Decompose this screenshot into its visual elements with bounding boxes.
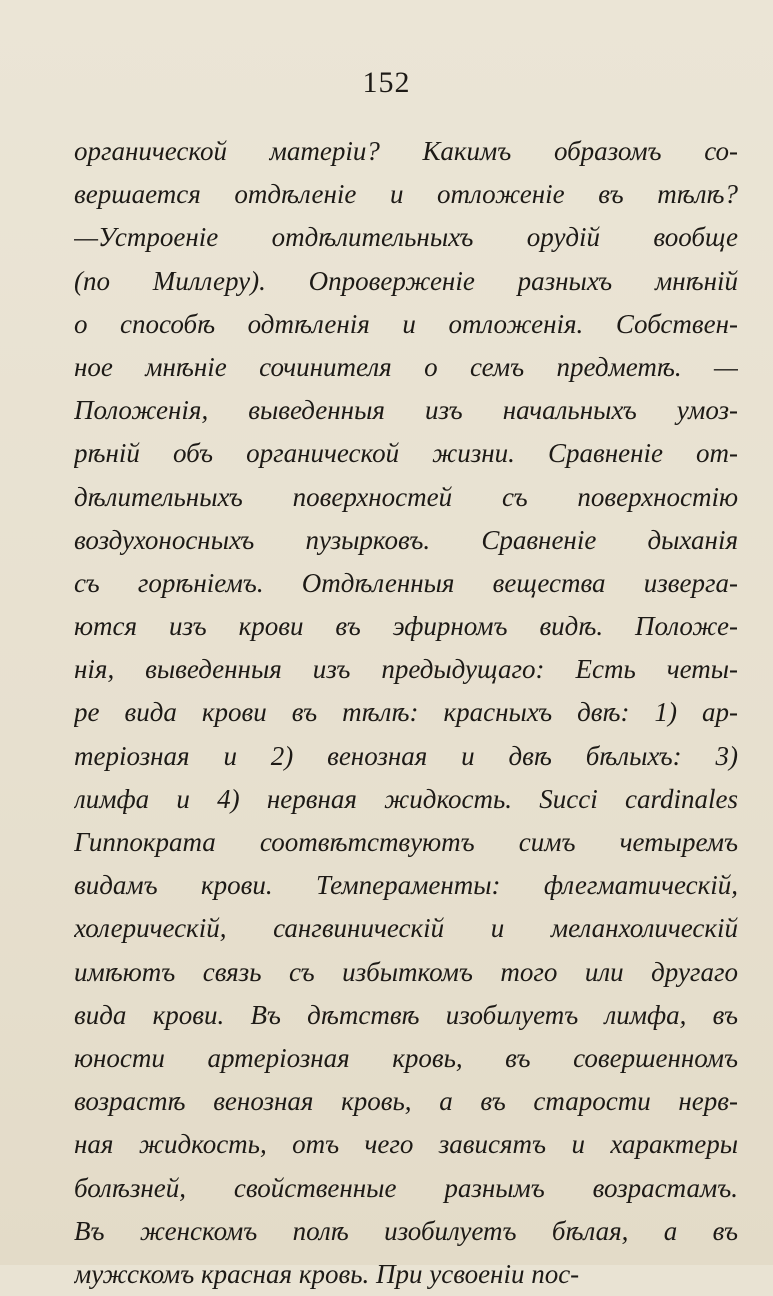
text-line: видамъ крови. Темпераменты: флегматическій,: [74, 870, 738, 901]
text-line: дѣлительныхъ поверхностей съ поверхностію: [74, 481, 738, 512]
text-line: съ горѣніемъ. Отдѣленныя вещества изверга-: [74, 567, 738, 598]
text-line: лимфа и 4) нервная жидкость. Succi cardinales: [74, 783, 738, 814]
text-line: ная жидкость, отъ чего зависятъ и характеры: [74, 1129, 738, 1160]
text-line: рѣній объ органической жизни. Сравненіе от-: [74, 438, 738, 469]
text-line: нія, выведенныя изъ предыдущаго: Есть четы-: [74, 654, 738, 685]
text-line: органической матеріи? Какимъ образомъ со-: [74, 136, 738, 166]
text-line: имѣютъ связь съ избыткомъ того или другаго: [74, 956, 738, 987]
text-line: холерическій, сангвиническій и меланхолическій: [74, 913, 738, 944]
text-line: теріозная и 2) венозная и двѣ бѣлыхъ: 3): [74, 740, 738, 771]
text-line: Гиппократа соотвѣтствуютъ симъ четыремъ: [74, 827, 738, 857]
text-line: Положенія, выведенныя изъ начальныхъ умоз-: [74, 395, 738, 426]
text-line: (по Миллеру). Опроверженіе разныхъ мнѣній: [74, 265, 738, 296]
page-number: 152: [362, 66, 411, 99]
text-line: возрастѣ венозная кровь, а въ старости нерв-: [74, 1086, 738, 1117]
body-text: [74, 130, 738, 1296]
text-line: Въ женскомъ полѣ изобилуетъ бѣлая, а въ: [74, 1215, 738, 1246]
text-line: мужскомъ красная кровь. При усвоеніи пос-: [74, 1258, 580, 1289]
text-line: ре вида крови въ тѣлѣ: красныхъ двѣ: 1) ар-: [74, 697, 738, 728]
text-line: ются изъ крови въ эфирномъ видѣ. Положе-: [74, 611, 738, 642]
text-line: вершается отдѣленіе и отложеніе въ тѣлѣ?: [74, 179, 738, 210]
text-line: воздухоносныхъ пузырковъ. Сравненіе дыханія: [74, 524, 738, 555]
text-line: вида крови. Въ дѣтствѣ изобилуетъ лимфа, въ: [74, 999, 738, 1030]
text-line: юности артеріозная кровь, въ совершенномъ: [74, 1042, 738, 1073]
text-line: —Устроеніе отдѣлительныхъ орудій вообще: [74, 222, 738, 253]
text-line: болѣзней, свойственные разнымъ возрастамъ.: [74, 1172, 738, 1203]
text-line: о способѣ одтѣленія и отложенія. Собствен-: [74, 308, 738, 339]
text-line: ное мнѣніе сочинителя о семъ предметѣ. —: [74, 351, 738, 382]
